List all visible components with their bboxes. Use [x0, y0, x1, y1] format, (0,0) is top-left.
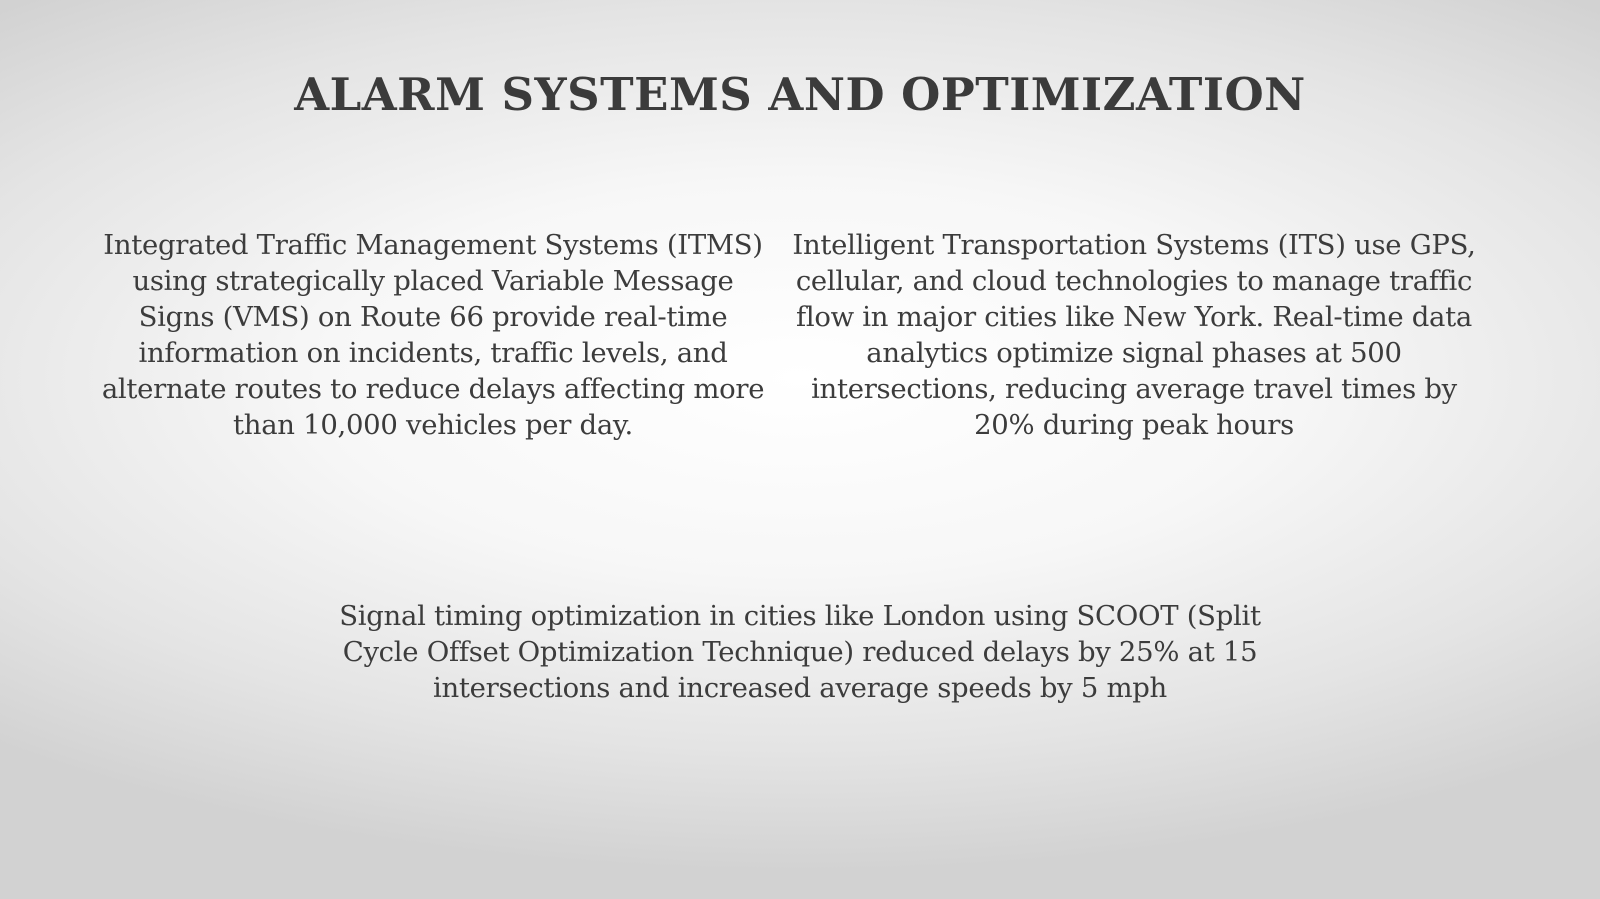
paragraph-itms: Integrated Traffic Management Systems (ITMS) using strategically placed Variable Message Signs (VMS) on Route 66 provide real-time information on incidents, traffic levels, and alternate routes to reduce delays affecting more than 10,000 vehicles per day. — [101, 229, 765, 441]
paragraph-its: Intelligent Transportation Systems (ITS) use GPS, cellular, and cloud technologies to manage traffic flow in major cities like New York. Real-time data analytics optimize signal phases at 500 intersections, reducing average travel times by 20% during peak hours — [792, 229, 1476, 441]
paragraph-scoot: Signal timing optimization in cities like London using SCOOT (Split Cycle Offset Optimization Technique) reduced delays by 25% at 15 intersections and increased average speeds by 5 mph — [339, 600, 1261, 704]
slide-title: ALARM SYSTEMS AND OPTIMIZATION — [294, 68, 1306, 121]
